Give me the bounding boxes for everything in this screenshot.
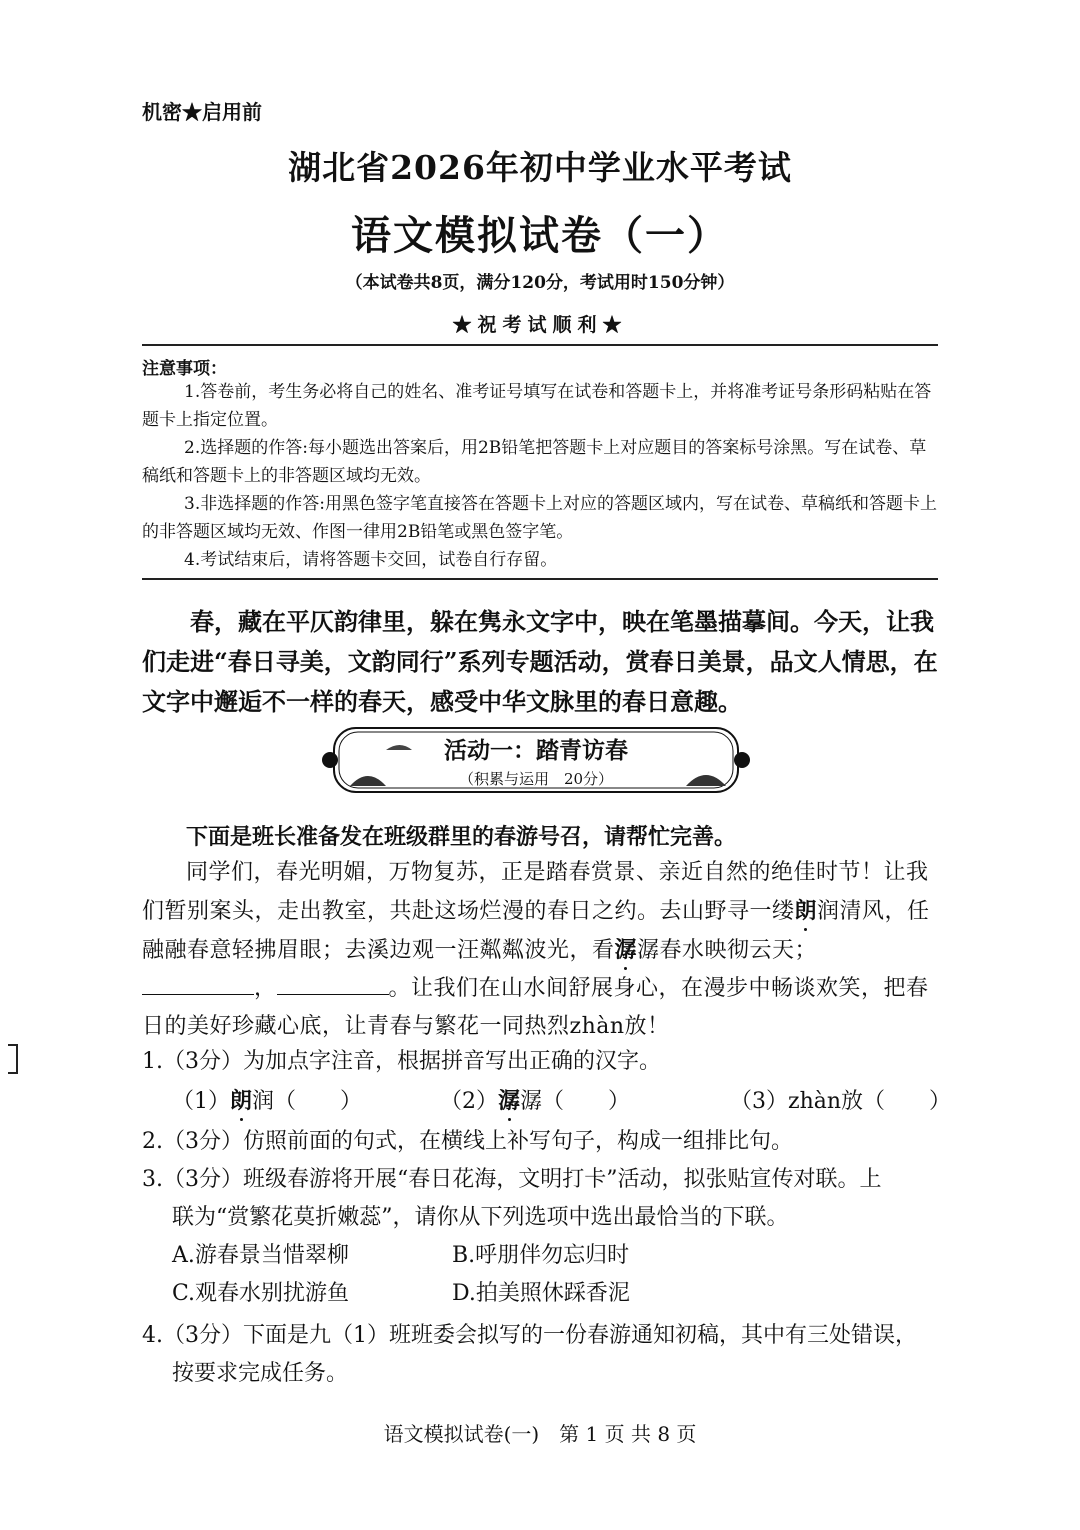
passage-text: 润清风，任融融春意轻拂眉眼；去溪边观一汪粼粼波光，看 [142,899,930,963]
option-b[interactable]: B.呼朋伴勿忘归时 [452,1243,630,1268]
option-a[interactable]: A.游春景当惜翠柳 [172,1243,349,1268]
task-heading: 下面是班长准备发在班级群里的春游号召，请帮忙完善。 [186,824,737,850]
divider-top [142,344,938,346]
activity-banner [320,724,752,796]
paper-info: （本试卷共8页，满分120分，考试用时150分钟） [345,273,735,293]
intro-paragraph: 春，藏在平仄韵律里，躲在隽永文字中，映在笔墨描摹间。今天，让我们走进“春日寻美，文韵同行”系列专题活动，赏春日美景，品文人情思，在文字中邂逅不一样的春天，感受中华文脉里的春日意趣。 [142,607,938,716]
paper-title: 语文模拟试卷（一） [351,212,729,259]
question-4-line-2: 按要求完成任务。 [172,1361,349,1386]
question-1-part-2: （2）潺潺（ ） [440,1088,631,1114]
passage-text: ， [254,976,277,1001]
exam-title: 湖北省2026年初中学业水平考试 [288,148,792,187]
notice-item: 2.选择题的作答:每小题选出答案后，用2B铅笔把答题卡上对应题目的答案标号涂黑。写在试卷、草稿纸和答题卡上的非答题区域均无效。 [142,438,927,486]
question-4-line-1: 4.（3分）下面是九（1）班班委会拟写的一份春游通知初稿，其中有三处错误， [142,1323,917,1348]
dotted-char: 潺 [498,1088,521,1114]
wish-line: ★祝考试顺利★ [452,314,628,336]
passage-text: 潺春水映彻云天； [637,938,818,963]
passage-text: 同学们，春光明媚，万物复苏，正是踏春赏景、亲近自然的绝佳时节！让我们暂别案头，走出教室，共赴这场烂漫的春日之约。去山野寻一缕 [142,860,929,924]
dotted-char: 朗 [794,898,818,924]
activity-title: 活动一：踏青访春 [444,737,628,764]
passage-text: 。让我们在山水间舒展身心，在漫步中畅谈欢笑，把春日的美好珍藏心底，让青春与繁花一同热烈zhàn放！ [142,976,929,1039]
fill-blank[interactable] [277,972,389,995]
notice-item: 3.非选择题的作答:用黑色签字笔直接答在答题卡上对应的答题区域内，写在试卷、草稿纸和答题卡上的非答题区域均无效、作图一律用2B铅笔或黑色签字笔。 [142,494,937,542]
question-3-line-2: 联为“赏繁花莫折嫩蕊”，请你从下列选项中选出最恰当的下联。 [172,1205,789,1230]
dotted-char: 朗 [230,1088,253,1114]
divider-bottom [142,578,938,580]
page-footer: 语文模拟试卷(一) 第 1 页 共 8 页 [383,1422,697,1446]
question-1-part-3: （3）zhàn放（ ） [730,1089,952,1114]
dotted-char: 潺 [614,937,638,963]
question-1-part-1: （1）朗润（ ） [172,1088,363,1114]
option-d[interactable]: D.拍美照休踩香泥 [452,1281,630,1306]
campaign-passage [142,854,942,1046]
question-2: 2.（3分）仿照前面的句式，在横线上补写句子，构成一组排比句。 [142,1129,793,1154]
fill-blank[interactable] [142,972,254,995]
notice-item: 1.答卷前，考生务必将自己的姓名、准考证号填写在试卷和答题卡上，并将准考证号条形码粘贴在答题卡上指定位置。 [142,382,932,430]
notice-list [142,378,938,574]
question-1: 1.（3分）为加点字注音，根据拼音写出正确的汉字。 [142,1049,661,1074]
option-c[interactable]: C.观春水别扰游鱼 [172,1281,350,1306]
notice-heading: 注意事项： [142,359,227,379]
confidential-label: 机密★启用前 [142,100,262,124]
binding-mark [8,1044,18,1074]
notice-item: 4.考试结束后，请将答题卡交回，试卷自行存留。 [184,550,558,570]
question-3-line-1: 3.（3分）班级春游将开展“春日花海，文明打卡”活动，拟张贴宣传对联。上 [142,1167,882,1192]
activity-subtitle: （积累与运用 20分） [458,770,614,788]
